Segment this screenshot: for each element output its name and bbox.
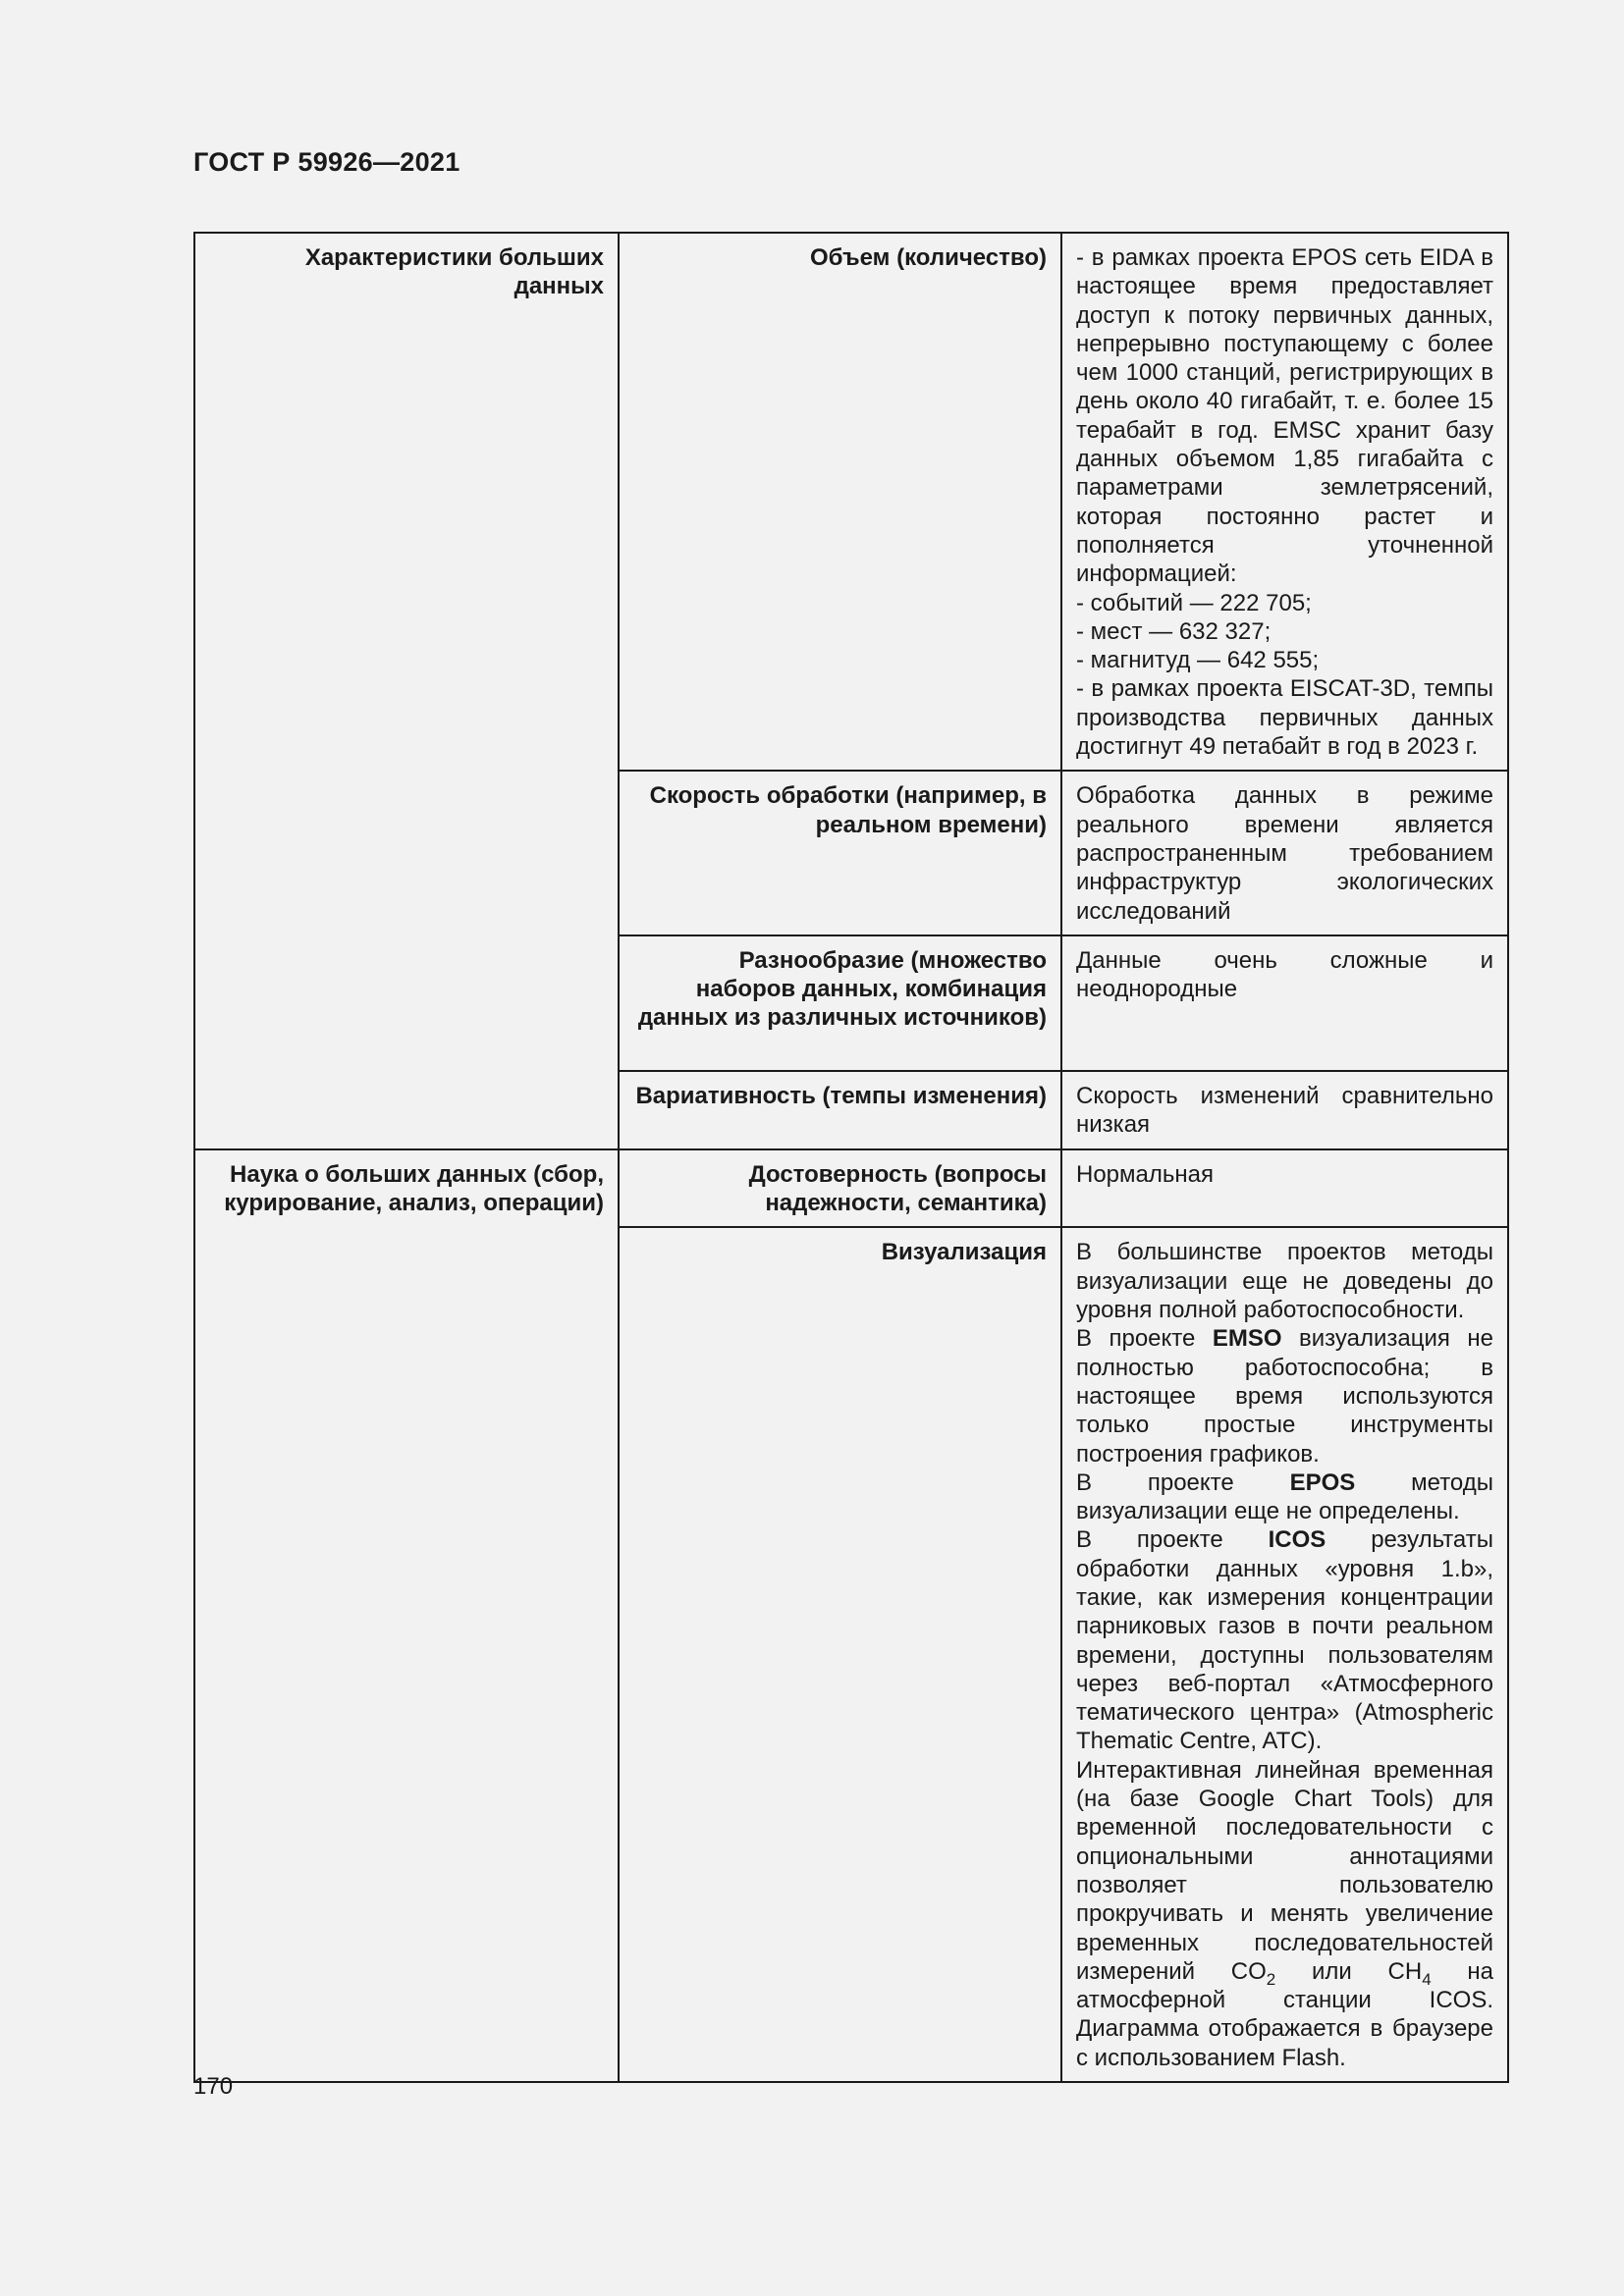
table-row xyxy=(194,233,1508,771)
category-cell: Наука о больших данных (сбор, курирование, анализ, операции) xyxy=(194,1149,619,2082)
big-data-characteristics-table xyxy=(193,232,1509,2083)
subscript: 2 xyxy=(1266,1969,1276,1989)
visualization-paragraph xyxy=(1076,1525,1493,1755)
description-line: - в рамках проекта EPOS сеть EIDA в настоящее время предоставляет доступ к потоку первичных данных, непрерывно поступающему с более чем 1000 станций, регистрирующих в день около 40 гигабайт, т. е. более 15 терабайт в год. EMSC хранит базу данных объемом 1,85 гигабайта с параметрами землетрясений, которая постоянно растет и пополняется уточненной информацией: xyxy=(1076,244,1494,588)
description-cell: Обработка данных в режиме реального времени является распространенным требованием инфраструктур экологических исследований xyxy=(1061,771,1508,934)
text-run: Интерактивная линейная временная (на базе Google Chart Tools) для временной последовательности с опциональными аннотациями позволяет пользователю прокручивать и менять увеличение временных последовательностей измерений CO xyxy=(1076,1756,1493,1985)
visualization-paragraph: В большинстве проектов методы визуализации еще не доведены до уровня полной работоспособности. xyxy=(1076,1239,1493,1324)
document-code-header: ГОСТ Р 59926—2021 xyxy=(193,147,460,177)
project-name: EMSO xyxy=(1212,1325,1282,1353)
text-run: визуализация не полностью работоспособна; в настоящее время используются только простые инструменты построения графиков. xyxy=(1076,1325,1493,1468)
description-cell xyxy=(1061,1227,1508,2082)
subscript: 4 xyxy=(1422,1969,1432,1989)
description-line: - магнитуд — 642 555; xyxy=(1076,647,1320,674)
aspect-cell: Объем (количество) xyxy=(619,233,1061,771)
aspect-cell: Скорость обработки (например, в реальном времени) xyxy=(619,771,1061,934)
description-cell xyxy=(1061,233,1508,771)
category-cell: Характеристики больших данных xyxy=(194,233,619,1149)
visualization-paragraph xyxy=(1076,1756,1493,2072)
description-cell: Данные очень сложные и неоднородные xyxy=(1061,935,1508,1071)
text-run: методы визуализации еще не определены. xyxy=(1076,1468,1493,1525)
aspect-cell: Визуализация xyxy=(619,1227,1061,2082)
visualization-paragraph xyxy=(1076,1468,1493,1526)
text-run: В проекте xyxy=(1076,1325,1213,1353)
description-line: - событий — 222 705; xyxy=(1076,589,1312,616)
description-cell: Скорость изменений сравнительно низкая xyxy=(1061,1071,1508,1149)
project-name: ICOS xyxy=(1268,1526,1326,1554)
description-cell: Нормальная xyxy=(1061,1149,1508,1228)
text-run: на атмосферной станции ICOS. Диаграмма отображается в браузере с использованием Flash. xyxy=(1076,1957,1493,2071)
text-run: результаты обработки данных «уровня 1.b», такие, как измерения концентрации парниковых газов в почти реальном времени, доступны пользователям через веб-портал «Атмосферного тематического центра» (Atmospheric Thematic Centre, ATC). xyxy=(1076,1526,1493,1755)
table-row xyxy=(194,1149,1508,1228)
description-line: - мест — 632 327; xyxy=(1076,617,1272,645)
text-run: В проекте xyxy=(1076,1468,1290,1496)
aspect-cell: Вариативность (темпы изменения) xyxy=(619,1071,1061,1149)
text-run: или CH xyxy=(1275,1957,1423,1985)
visualization-paragraph xyxy=(1076,1324,1493,1468)
aspect-cell: Разнообразие (множество наборов данных, комбинация данных из различных источников) xyxy=(619,935,1061,1071)
description-line: - в рамках проекта EISCAT-3D, темпы производства первичных данных достигнут 49 петабайт в год в 2023 г. xyxy=(1076,675,1493,761)
page-number: 170 xyxy=(193,2073,234,2100)
text-run: В проекте xyxy=(1076,1526,1269,1554)
aspect-cell: Достоверность (вопросы надежности, семантика) xyxy=(619,1149,1061,1228)
project-name: EPOS xyxy=(1289,1468,1356,1496)
